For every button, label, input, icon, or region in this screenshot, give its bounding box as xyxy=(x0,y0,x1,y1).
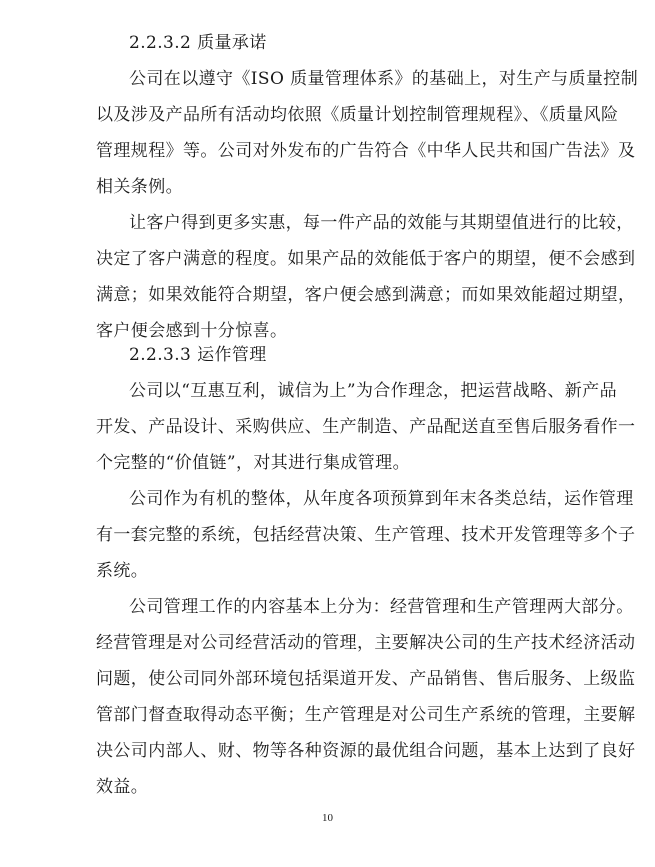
paragraph-line: 决定了客户满意的程度。如果产品的效能低于客户的期望，便不会感到 xyxy=(96,249,636,269)
paragraph-line: 以及涉及产品所有活动均依照《质量计划控制管理规程》、《质量风险 xyxy=(96,105,619,125)
paragraph-line: 公司作为有机的整体，从年度各项预算到年末各类总结，运作管理 xyxy=(129,489,634,509)
paragraph-line: 决公司内部人、财、物等各种资源的最优组合问题，基本上达到了良好 xyxy=(96,741,636,761)
paragraph-line: 有一套完整的系统，包括经营决策、生产管理、技术开发管理等多个子 xyxy=(96,525,636,545)
page-number: 10 xyxy=(322,812,333,824)
section-heading-operations-management: 2.2.3.3 运作管理 xyxy=(129,345,267,365)
paragraph-line: 管部门督查取得动态平衡；生产管理是对公司生产系统的管理，主要解 xyxy=(96,705,636,725)
paragraph-line: 相关条例。 xyxy=(96,177,183,197)
section-heading-quality-commitment: 2.2.3.2 质量承诺 xyxy=(129,33,267,53)
paragraph-line: 开发、产品设计、采购供应、生产制造、产品配送直至售后服务看作一 xyxy=(96,417,636,437)
paragraph-line: 公司管理工作的内容基本上分为：经营管理和生产管理两大部分。 xyxy=(129,597,634,617)
paragraph-line: 个完整的“价值链”，对其进行集成管理。 xyxy=(96,453,410,473)
paragraph-line: 公司以“互惠互利，诚信为上”为合作理念，把运营战略、新产品 xyxy=(129,381,617,401)
paragraph-line: 系统。 xyxy=(96,561,149,581)
paragraph-line: 公司在以遵守《ISO 质量管理体系》的基础上，对生产与质量控制 xyxy=(129,69,639,89)
paragraph-line: 满意；如果效能符合期望，客户便会感到满意；而如果效能超过期望， xyxy=(96,285,636,305)
paragraph-line: 让客户得到更多实惠，每一件产品的效能与其期望值进行的比较， xyxy=(129,213,634,233)
paragraph-line: 管理规程》等。公司对外发布的广告符合《中华人民共和国广告法》及 xyxy=(96,141,636,161)
paragraph-line: 效益。 xyxy=(96,777,149,797)
paragraph-line: 经营管理是对公司经营活动的管理，主要解决公司的生产技术经济活动 xyxy=(96,633,636,653)
paragraph-line: 客户便会感到十分惊喜。 xyxy=(96,321,288,341)
paragraph-line: 问题，使公司同外部环境包括渠道开发、产品销售、售后服务、上级监 xyxy=(96,669,636,689)
